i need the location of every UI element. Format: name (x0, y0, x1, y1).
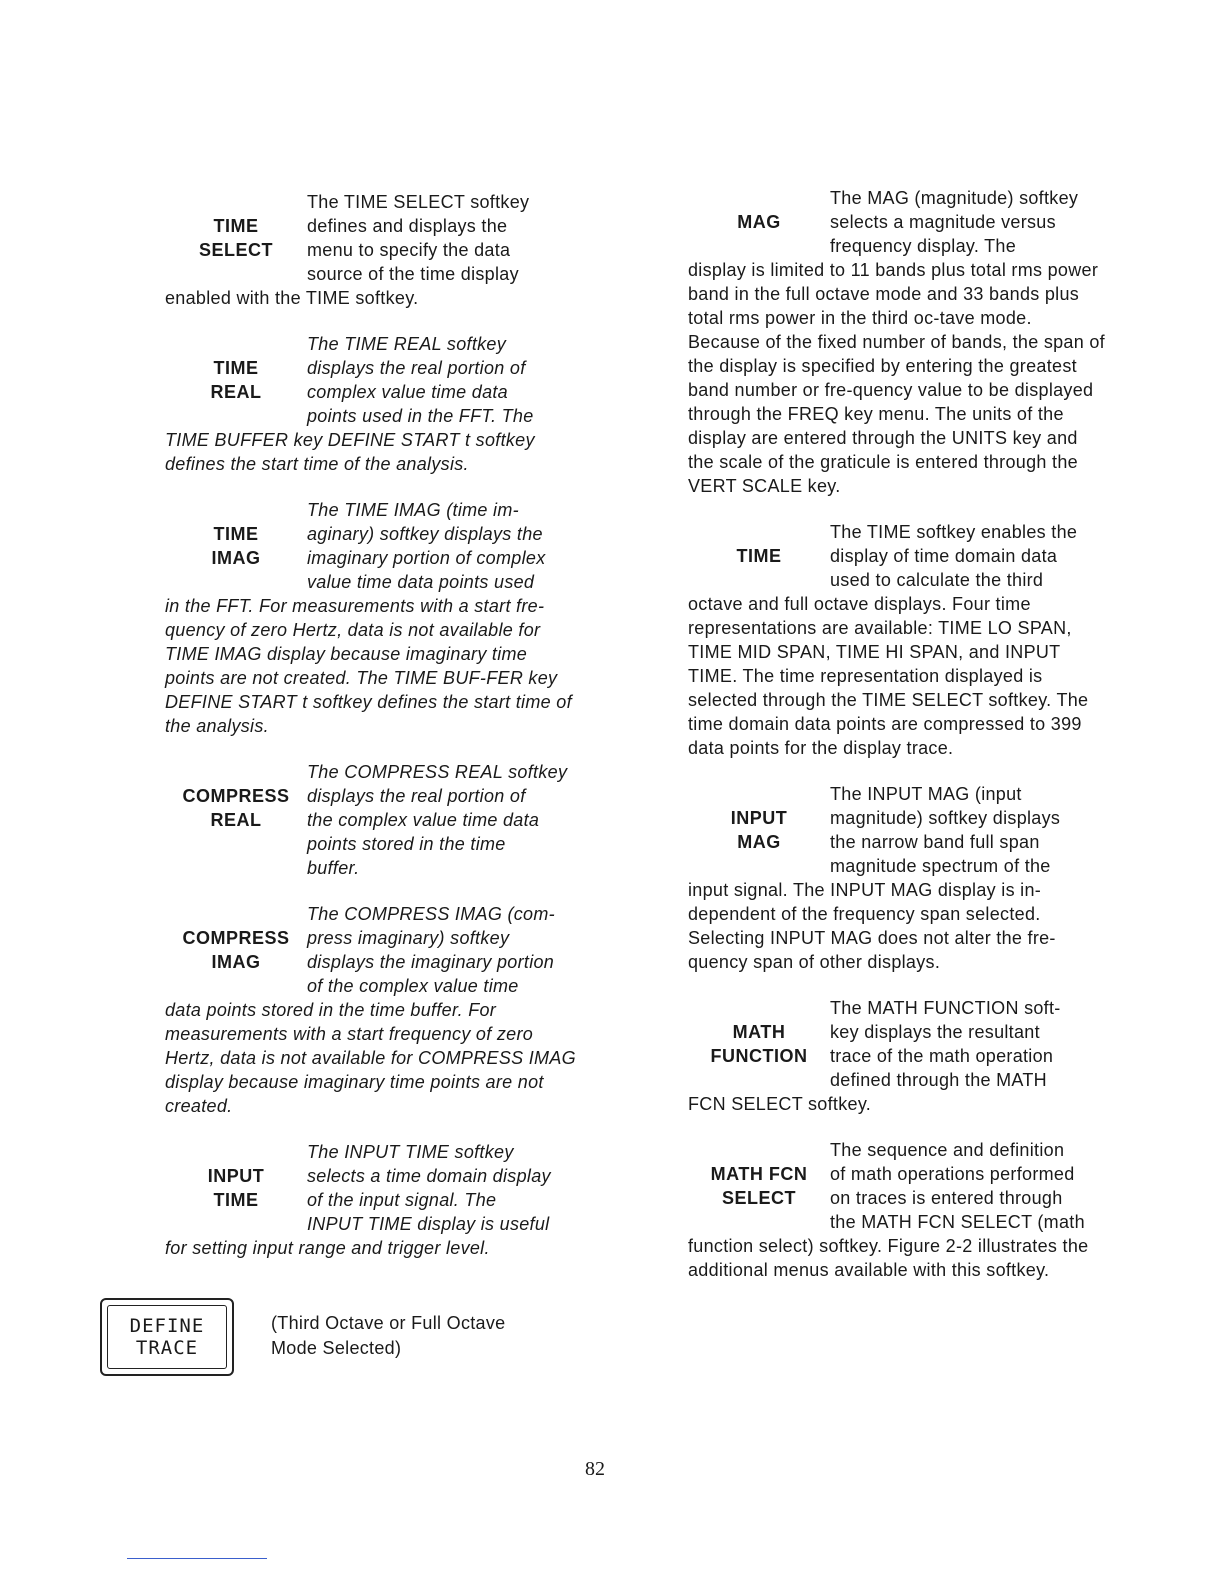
description-line: frequency display. The (830, 236, 1017, 256)
softkey-label-line: TIME (736, 546, 782, 566)
define-trace-note (271, 1311, 571, 1361)
softkey-label-line: MAG (737, 832, 781, 852)
description-line: The TIME IMAG (time im- (307, 500, 519, 520)
softkey-entry (165, 332, 580, 476)
softkey-label-line: REAL (210, 810, 262, 830)
softkey-label (688, 806, 830, 854)
description-line: complex value time data (307, 382, 508, 402)
description-line: source of the time display (307, 264, 519, 284)
softkey-description-body: TIME BUFFER key DEFINE START t softkey defines the start time of the analysis. (165, 430, 535, 474)
description-line: The sequence and definition (830, 1140, 1065, 1160)
softkey-description-body: data points stored in the time buffer. For measurements with a start frequency of zero Hertz, data is not available for COMPRESS IMAG display because imaginary time points are not created. (165, 1000, 576, 1116)
softkey-description-body: FCN SELECT softkey. (688, 1094, 872, 1114)
description-line: selects a magnitude versus (830, 212, 1056, 232)
description-line: menu to specify the data (307, 240, 511, 260)
description-line: The MAG (magnitude) softkey (830, 188, 1079, 208)
softkey-description-body: function select) softkey. Figure 2-2 illustrates the additional menus available with this softkey. (688, 1236, 1089, 1280)
softkey-label (165, 214, 307, 262)
description-line: key displays the resultant (830, 1022, 1040, 1042)
description-line: The INPUT TIME softkey (307, 1142, 514, 1162)
define-trace-note-line-2: Mode Selected) (271, 1338, 402, 1358)
softkey-label-line: SELECT (721, 1188, 796, 1208)
softkey-description-body: octave and full octave displays. Four time representations are available: TIME LO SPAN, TIME MID SPAN, TIME HI SPAN, and INPUT TIME. The time representation displayed is selected through the TIME SELECT softkey. The time domain data points are compressed to 399 data points for the display trace. (688, 594, 1089, 758)
softkey-description-body: for setting input range and trigger level. (165, 1238, 490, 1258)
softkey-label-line: MATH FCN (710, 1164, 808, 1184)
softkey-entry (688, 996, 1108, 1116)
description-line: INPUT TIME display is useful (307, 1214, 550, 1234)
softkey-label-line: MATH (732, 1022, 786, 1042)
description-line: of math operations performed (830, 1164, 1075, 1184)
description-line: points stored in the time (307, 834, 506, 854)
define-trace-key-line-2: TRACE (135, 1337, 199, 1359)
description-line: trace of the math operation (830, 1046, 1054, 1066)
description-line: of the complex value time (307, 976, 519, 996)
description-line: selects a time domain display (307, 1166, 551, 1186)
description-line: defines and displays the (307, 216, 508, 236)
description-line: displays the real portion of (307, 358, 526, 378)
define-trace-key-icon (100, 1298, 234, 1376)
softkey-label-line: IMAG (211, 952, 261, 972)
description-line: on traces is entered through (830, 1188, 1063, 1208)
description-line: points used in the FFT. The (307, 406, 534, 426)
description-line: displays the real portion of (307, 786, 526, 806)
description-line: the MATH FCN SELECT (math (830, 1212, 1085, 1232)
description-line: press imaginary) softkey (307, 928, 510, 948)
description-line: The MATH FUNCTION soft- (830, 998, 1061, 1018)
description-line: the complex value time data (307, 810, 540, 830)
softkey-label-line: COMPRESS (182, 786, 290, 806)
description-line: magnitude) softkey displays (830, 808, 1061, 828)
description-line: imaginary portion of complex (307, 548, 546, 568)
right-column (688, 186, 1108, 1304)
softkey-label-line: IMAG (211, 548, 261, 568)
softkey-label (688, 210, 830, 234)
softkey-entry (165, 498, 580, 738)
softkey-description-body: in the FFT. For measurements with a start fre-quency of zero Hertz, data is not available for TIME IMAG display because imaginary time points are not created. The TIME BUF-FER key DEFINE START t softkey defines the start time of the analysis. (165, 596, 572, 736)
softkey-label-line: TIME (213, 524, 259, 544)
define-trace-note-line-1: (Third Octave or Full Octave (271, 1313, 506, 1333)
softkey-label-line: COMPRESS (182, 928, 290, 948)
description-line: The COMPRESS IMAG (com- (307, 904, 555, 924)
define-trace-key-face (107, 1305, 227, 1369)
description-line: used to calculate the third (830, 570, 1044, 590)
softkey-label-line: INPUT (730, 808, 788, 828)
softkey-entry (165, 760, 580, 880)
define-trace-key-line-1: DEFINE (129, 1315, 205, 1337)
softkey-entry (165, 902, 580, 1118)
softkey-label (688, 1162, 830, 1210)
softkey-entry (688, 520, 1108, 760)
description-line: value time data points used (307, 572, 535, 592)
softkey-description-body: display is limited to 11 bands plus total rms power band in the full octave mode and 33 bands plus total rms power in the third oc-tave mode. Because of the fixed number of bands, the span of the display is specified by entering the greatest band number or fre-quency value to be displayed through the FREQ key menu. The units of the display are entered through the UNITS key and the scale of the graticule is entered through the VERT SCALE key. (688, 260, 1105, 496)
description-line: The INPUT MAG (input (830, 784, 1022, 804)
softkey-label (688, 544, 830, 568)
softkey-label (165, 522, 307, 570)
softkey-label (165, 926, 307, 974)
left-column (165, 190, 580, 1282)
softkey-label-line: TIME (213, 1190, 259, 1210)
description-line: buffer. (307, 858, 360, 878)
softkey-entry (688, 1138, 1108, 1282)
page-number: 82 (585, 1458, 605, 1480)
softkey-label (165, 356, 307, 404)
softkey-entry (165, 1140, 580, 1260)
softkey-entry (688, 186, 1108, 498)
softkey-label-line: INPUT (207, 1166, 265, 1186)
softkey-label (165, 784, 307, 832)
softkey-entry (165, 190, 580, 310)
softkey-label-line: SELECT (198, 240, 273, 260)
description-line: The TIME softkey enables the (830, 522, 1078, 542)
description-line: magnitude spectrum of the (830, 856, 1051, 876)
description-line: of the input signal. The (307, 1190, 497, 1210)
description-line: displays the imaginary portion (307, 952, 555, 972)
softkey-description-body: enabled with the TIME softkey. (165, 288, 419, 308)
description-line: display of time domain data (830, 546, 1058, 566)
softkey-description-body: input signal. The INPUT MAG display is in-dependent of the frequency span selected. Selecting INPUT MAG does not alter the fre-quency span of other displays. (688, 880, 1056, 972)
softkey-label (165, 1164, 307, 1212)
description-line: The COMPRESS REAL softkey (307, 762, 568, 782)
description-line: the narrow band full span (830, 832, 1040, 852)
softkey-label-line: MAG (737, 212, 781, 232)
softkey-entry (688, 782, 1108, 974)
softkey-label-line: REAL (210, 382, 262, 402)
description-line: The TIME REAL softkey (307, 334, 507, 354)
footer-rule (127, 1558, 267, 1559)
description-line: The TIME SELECT softkey (307, 192, 530, 212)
description-line: defined through the MATH (830, 1070, 1047, 1090)
description-line: aginary) softkey displays the (307, 524, 543, 544)
softkey-label-line: TIME (213, 358, 259, 378)
softkey-label-line: FUNCTION (710, 1046, 808, 1066)
softkey-label-line: TIME (213, 216, 259, 236)
softkey-label (688, 1020, 830, 1068)
